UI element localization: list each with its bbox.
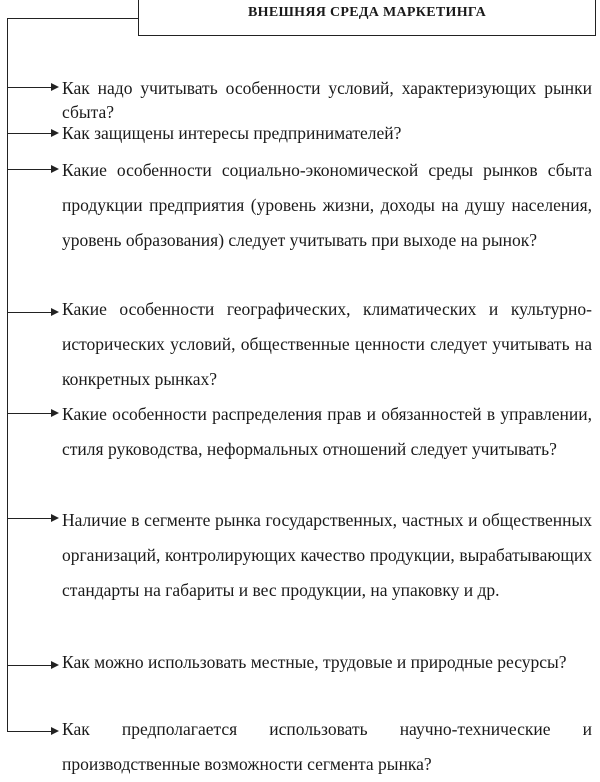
- list-item-2: Как защищены интересы предпринимателей?: [62, 123, 402, 143]
- arrow-4: [7, 312, 53, 313]
- arrow-7: [7, 665, 53, 666]
- diagram-title: ВНЕШНЯЯ СРЕДА МАРКЕТИНГА: [248, 5, 486, 20]
- arrow-5: [7, 413, 53, 414]
- connector-stem: [7, 18, 138, 19]
- list-item-8: Как предполагается использовать научно-технические и производственные возможности сегмента рынка?: [62, 719, 592, 774]
- list-item-1: Как надо учитывать особенности условий, характеризующих рынки сбыта?: [62, 78, 592, 122]
- connector-trunk: [7, 18, 8, 731]
- list-item-3: Какие особенности социально-экономической среды рынков сбыта продукции предприятия (уровень жизни, доходы на душу населения, уровень образования) следует учитывать при выходе на рынок?: [62, 160, 592, 250]
- arrow-3: [7, 169, 53, 170]
- arrow-2: [7, 133, 53, 134]
- list-item-5: Какие особенности распределения прав и обязанностей в управлении, стиля руководства, неформальных отношений следует учитывать?: [62, 404, 592, 459]
- list-item-7: Как можно использовать местные, трудовые и природные ресурсы?: [62, 652, 567, 672]
- list-item-6: Наличие в сегменте рынка государственных, частных и общественных организаций, контролирующих качество продукции, вырабатывающих стандарты на габариты и вес продукции, на упаковку и др.: [62, 510, 592, 600]
- list-item-4: Какие особенности географических, климатических и культурно-исторических условий, общественные ценности следует учитывать на конкретных рынках?: [62, 299, 592, 389]
- arrow-6: [7, 518, 53, 519]
- arrow-8: [7, 731, 53, 732]
- title-box: [138, 0, 596, 36]
- arrow-1: [7, 87, 53, 88]
